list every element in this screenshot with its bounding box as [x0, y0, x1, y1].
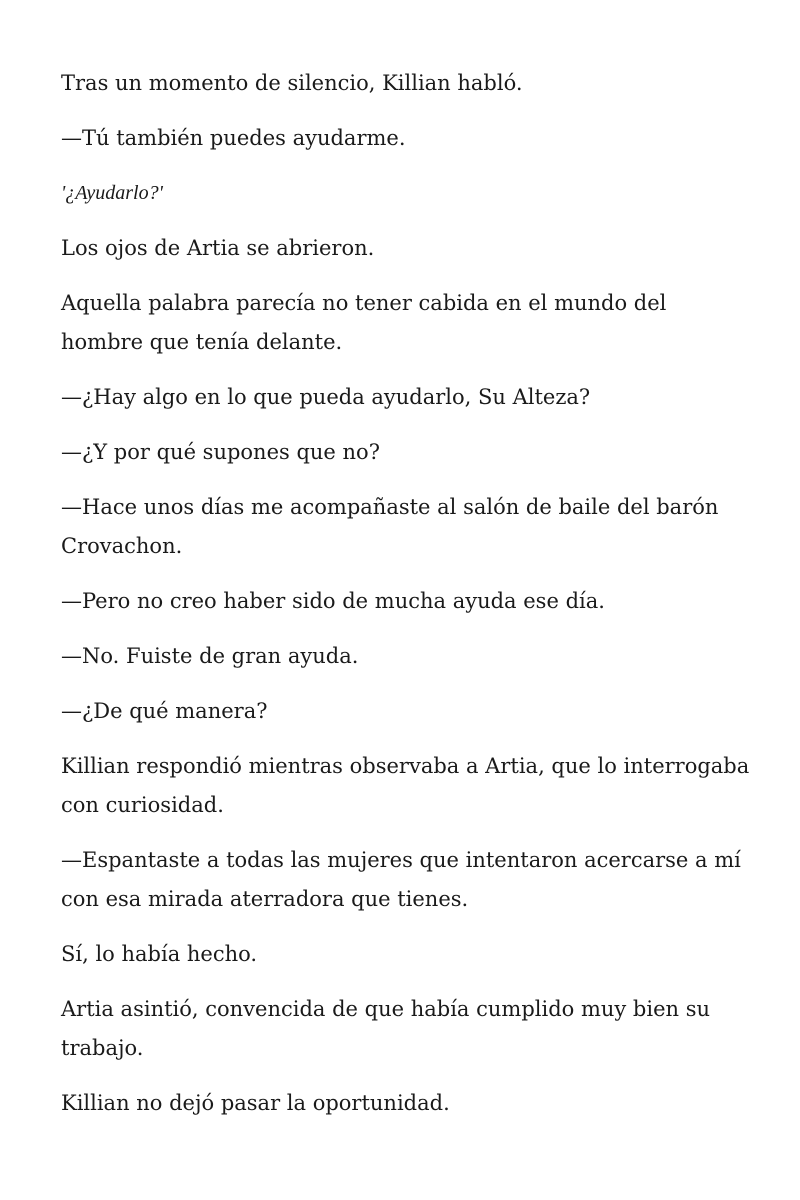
- dialogue-line: —¿Hay algo en lo que pueda ayudarlo, Su Alteza?: [61, 385, 591, 409]
- paragraph: Tras un momento de silencio, Killian habló.: [61, 71, 523, 95]
- inner-thought: '¿Ayudarlo?': [61, 182, 163, 204]
- paragraph: Sí, lo había hecho.: [61, 942, 258, 966]
- dialogue-line: —Tú también puedes ayudarme.: [61, 126, 406, 150]
- paragraph: Los ojos de Artia se abrieron.: [61, 236, 375, 260]
- paragraph: Killian respondió mientras observaba a Artia, que lo interrogaba con curiosidad.: [61, 754, 750, 817]
- paragraph: Killian no dejó pasar la oportunidad.: [61, 1091, 450, 1115]
- dialogue-line: —¿De qué manera?: [61, 699, 268, 723]
- reading-page: [61, 64, 751, 1139]
- dialogue-line: —Espantaste a todas las mujeres que intentaron acercarse a mí con esa mirada aterradora que tienes.: [61, 848, 741, 911]
- dialogue-line: —No. Fuiste de gran ayuda.: [61, 644, 359, 668]
- dialogue-line: —¿Y por qué supones que no?: [61, 440, 380, 464]
- paragraph: Aquella palabra parecía no tener cabida en el mundo del hombre que tenía delante.: [61, 291, 667, 354]
- dialogue-line: —Hace unos días me acompañaste al salón de baile del barón Crovachon.: [61, 495, 719, 558]
- dialogue-line: —Pero no creo haber sido de mucha ayuda ese día.: [61, 589, 605, 613]
- paragraph: Artia asintió, convencida de que había cumplido muy bien su trabajo.: [61, 997, 711, 1060]
